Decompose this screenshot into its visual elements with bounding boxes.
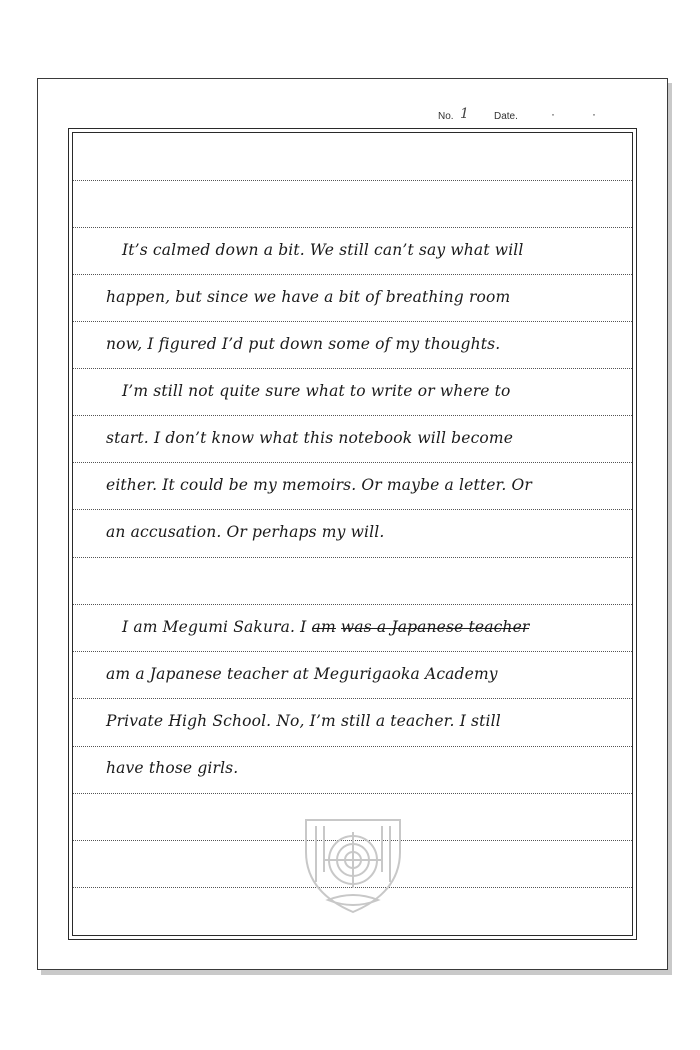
handwritten-line: am a Japanese teacher at Megurigaoka Academy: [106, 665, 498, 683]
handwritten-line: have those girls.: [106, 759, 239, 777]
line-prefix: I am Megumi Sakura. I: [122, 618, 312, 636]
handwritten-line-with-strikethrough: [122, 618, 642, 636]
handwritten-line: Private High School. No, I’m still a teacher. I still: [106, 712, 501, 730]
ruled-line: [73, 274, 632, 275]
page-header: [420, 108, 650, 126]
ruled-line: [73, 746, 632, 747]
school-emblem-icon: [298, 812, 408, 917]
handwritten-line: It’s calmed down a bit. We still can’t say what will: [122, 241, 524, 259]
struck-phrase: was a Japanese teacher: [340, 618, 530, 636]
date-label: Date.: [494, 111, 518, 122]
ruled-line: [73, 557, 632, 558]
handwritten-line: an accusation. Or perhaps my will.: [106, 523, 385, 541]
ruled-line: [73, 321, 632, 322]
page-number-value: 1: [460, 106, 469, 122]
ruled-line: [73, 462, 632, 463]
ruled-line: [73, 180, 632, 181]
ruled-line: [73, 698, 632, 699]
date-separator: ·: [592, 107, 596, 121]
ruled-line: [73, 604, 632, 605]
handwritten-line: start. I don’t know what this notebook will become: [106, 429, 514, 447]
date-separator: ·: [551, 107, 555, 121]
handwritten-line: I’m still not quite sure what to write or where to: [122, 382, 511, 400]
ruled-line: [73, 415, 632, 416]
ruled-line: [73, 227, 632, 228]
handwritten-line: happen, but since we have a bit of breathing room: [106, 288, 511, 306]
handwritten-line: now, I figured I’d put down some of my thoughts.: [106, 335, 501, 353]
handwritten-line: either. It could be my memoirs. Or maybe a letter. Or: [106, 476, 532, 494]
ruled-line: [73, 793, 632, 794]
ruled-line: [73, 651, 632, 652]
ruled-line: [73, 368, 632, 369]
ruled-line: [73, 509, 632, 510]
struck-word: am: [311, 618, 336, 636]
page-number-label: No.: [438, 111, 454, 122]
